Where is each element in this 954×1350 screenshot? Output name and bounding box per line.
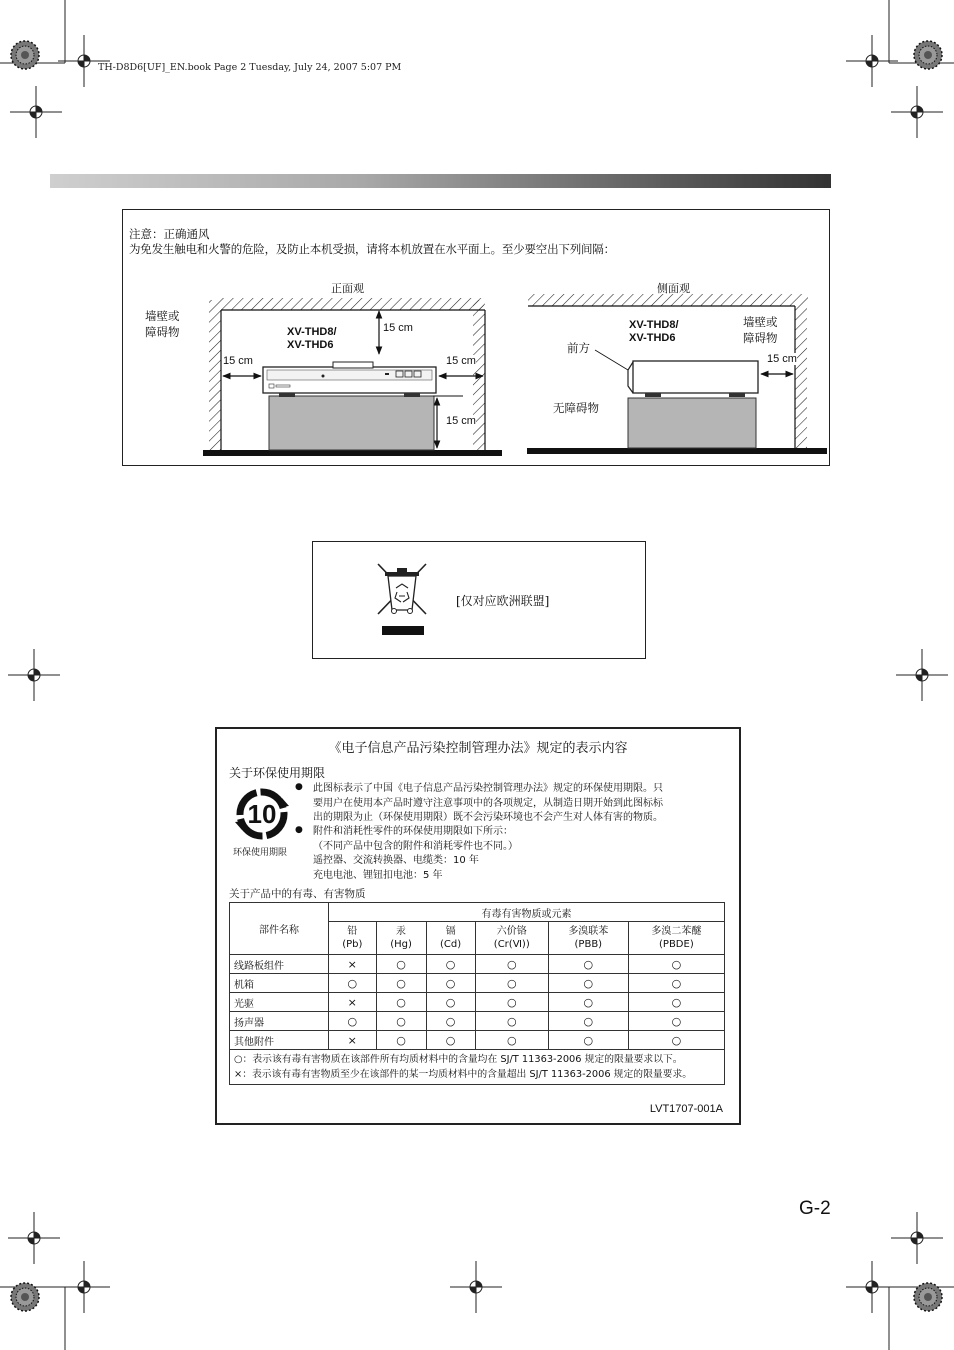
table-cell: ○ [628,993,724,1012]
note-2: ×：表示该有毒有害物质至少在该部件的某一均质材料中的含量超出 SJ/T 11363-2006 规定的限量要求。 [234,1069,693,1080]
header-band [50,174,831,188]
table-cell: ○ [376,1031,426,1050]
table-cell: × [329,1031,377,1050]
clearance-bottom: 15 cm [446,415,476,427]
part-name-header: 部件名称 [230,903,329,955]
ventilation-description: 为免发生触电和火警的危险，及防止本机受损，请将本机放置在水平面上。至少要空出下列间隔： [129,242,615,256]
table-cell: ○ [548,974,628,993]
front-direction-label: 前方 [567,341,590,355]
part-name: 扬声器 [230,1012,329,1031]
table-cell: ○ [426,1031,475,1050]
table-cell: ○ [548,1031,628,1050]
document-code: LVT1707-001A [649,1103,723,1115]
table-cell: ○ [475,974,548,993]
epup-number: 10 [247,799,277,829]
print-header: TH-D8D6[UF]_EN.book Page 2 Tuesday, July 24, 2007 5:07 PM [98,62,402,73]
substance-header: 汞 (Hg) [376,922,426,955]
table-cell: ○ [475,1012,548,1031]
table-cell: ○ [426,974,475,993]
weee-box [312,541,646,659]
clearance-left: 15 cm [223,355,253,367]
table-notes-row [230,1050,725,1085]
substance-header: 镉 (Cd) [426,922,475,955]
table-cell: ○ [548,955,628,974]
part-name: 机箱 [230,974,329,993]
table-cell: ○ [475,1031,548,1050]
no-obstruction-label: 无障碍物 [553,401,599,415]
epup-label: 环保使用期限 [233,848,288,858]
table-cell: ○ [548,993,628,1012]
table-cell: × [329,993,377,1012]
clearance-top: 15 cm [383,322,413,334]
substance-header: 多溴联苯 (PBB) [548,922,628,955]
side-view-label: 侧面观 [657,282,690,295]
table-cell: ○ [426,1012,475,1031]
crossed-bin-icon [375,562,429,638]
table-row [230,993,725,1012]
model-label-front: XV-THD8/ XV-THD6 [287,326,337,351]
model-label-side: XV-THD8/ XV-THD6 [629,319,679,344]
table-row [230,974,725,993]
table-cell: ○ [376,955,426,974]
front-view-label: 正面观 [331,282,364,295]
clearance-right: 15 cm [446,355,476,367]
hazardous-substances-table [229,902,725,1085]
table-cell: ○ [426,993,475,1012]
rohs-box [215,727,741,1125]
table-row [230,1031,725,1050]
substance-header: 六价铬 (Cr(Ⅵ)) [475,922,548,955]
group-header: 有毒有害物质或元素 [329,903,725,922]
table-notes [230,1050,725,1085]
ventilation-title: 注意：正确通风 [129,227,210,241]
table-cell: ○ [376,993,426,1012]
table-cell: ○ [329,974,377,993]
eu-only-label: [仅对应欧洲联盟] [456,594,550,608]
table-cell: ○ [548,1012,628,1031]
part-name: 线路板组件 [230,955,329,974]
table-cell: ○ [475,993,548,1012]
table-header-row [230,903,725,922]
clearance-side: 15 cm [767,353,797,365]
note-1: ○：表示该有毒有害物质在该部件所有均质材料中的含量均在 SJ/T 11363-2006 规定的限量要求以下。 [234,1054,683,1065]
part-name: 其他附件 [230,1031,329,1050]
substances-title: 关于产品中的有毒、有害物质 [229,888,366,900]
ventilation-box [122,209,830,466]
ventilation-diagram [123,210,831,467]
table-cell: ○ [628,955,724,974]
bullet-dot-1: ● [295,782,303,792]
wall-label-front: 墙壁或 障碍物 [145,309,180,339]
rohs-heading: 《电子信息产品污染控制管理办法》规定的表示内容 [328,741,628,756]
substance-header: 铅 (Pb) [329,922,377,955]
table-row [230,1012,725,1031]
table-cell: ○ [628,974,724,993]
bullet-dot-2: ● [295,825,303,835]
bullet-2: 附件和消耗性零件的环保使用期限如下所示： （不同产品中包含的附件和消耗零件也不同。） 遥控器、交流转换器、电缆类：10 年 充电电池、锂钮扣电池：5 年 [313,826,518,881]
page-number: G-2 [799,1198,831,1219]
epup-10-icon [233,786,291,842]
table-cell: × [329,955,377,974]
substance-header: 多溴二苯醚 (PBDE) [628,922,724,955]
part-name: 光驱 [230,993,329,1012]
table-cell: ○ [376,974,426,993]
usage-period-title: 关于环保使用期限 [229,766,326,780]
table-cell: ○ [376,1012,426,1031]
table-row [230,955,725,974]
wall-label-side: 墙壁或 障碍物 [743,315,778,345]
table-cell: ○ [628,1031,724,1050]
bullet-1: 此图标表示了中国《电子信息产品污染控制管理办法》规定的环保使用期限。只 要用户在使用本产品时遵守注意事项中的各项规定，从制造日期开始到此图标标 出的期限为止（环保使用期限）既不会污染环境也不会产生对人体有害的物质。 [313,783,663,823]
table-cell: ○ [426,955,475,974]
table-cell: ○ [329,1012,377,1031]
table-cell: ○ [475,955,548,974]
table-cell: ○ [628,1012,724,1031]
